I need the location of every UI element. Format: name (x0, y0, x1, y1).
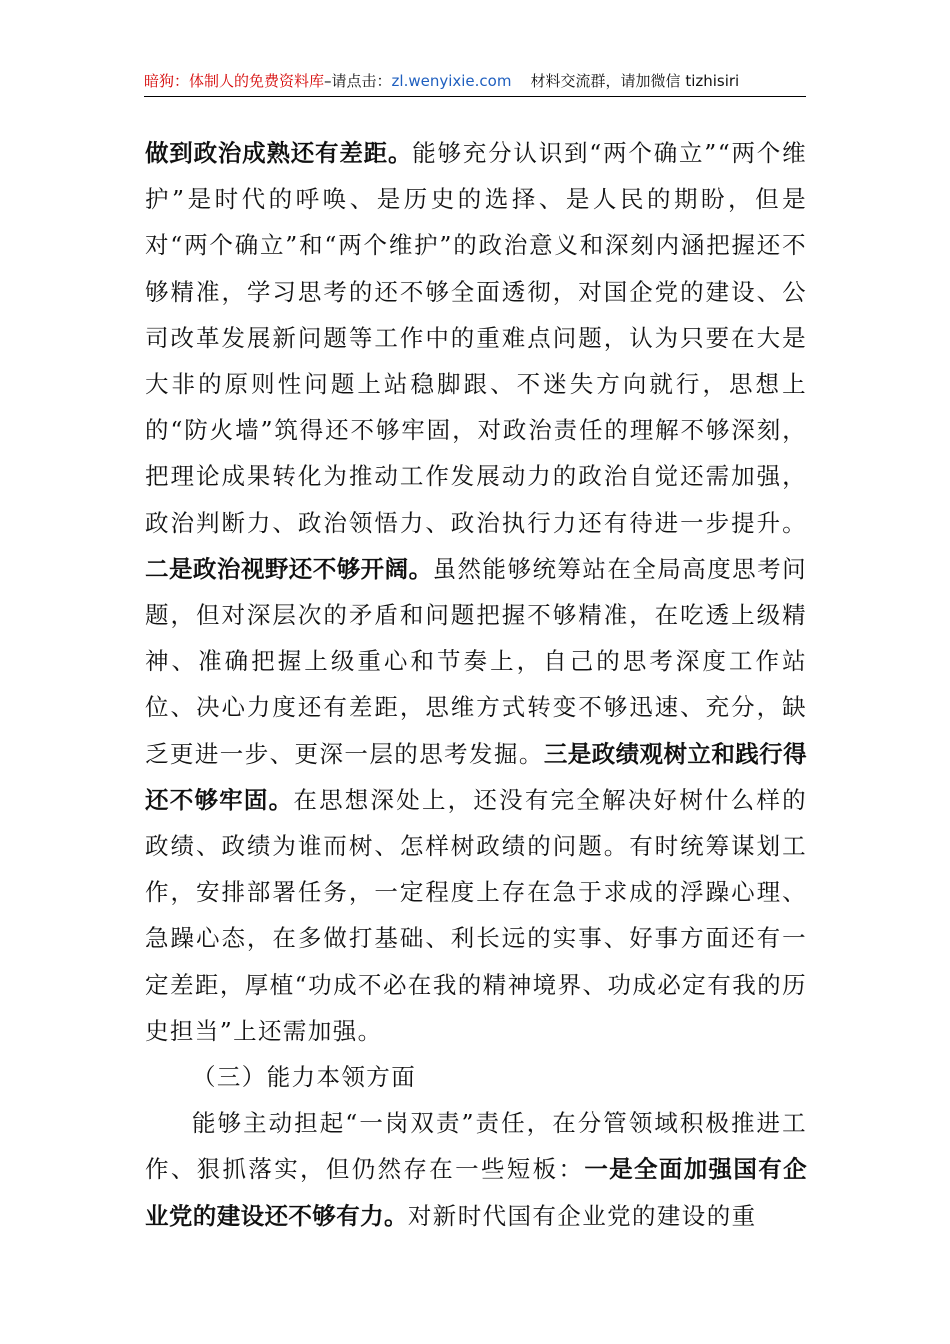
document-body (145, 130, 807, 1239)
header-site-name: 暗狗：体制人的免费资料库 (144, 72, 325, 90)
header-url-link[interactable]: zl.wenyixie.com (391, 72, 512, 90)
bold-heading: 一是全面加强国有企业党的建设还不够有力。 (145, 1155, 807, 1230)
paragraph-political-maturity (145, 130, 807, 1054)
bold-heading: 三是政绩观树立和践行得还不够牢固。 (145, 739, 807, 814)
paragraph-text: 能够主动担起“一岗双责”责任，在分管领域积极推进工作、狠抓落实，但仍然存在一些短板： (145, 1109, 807, 1184)
section-heading-ability: （三）能力本领方面 (192, 1063, 417, 1092)
page-header (144, 68, 806, 97)
header-click-label: –请点击： (324, 72, 392, 90)
paragraph-text: 在思想深处上，还没有完全解决好树什么样的政绩、政绩为谁而树、怎样树政绩的问题。有时统筹谋划工作，安排部署任务，一定程度上存在急于求成的浮躁心理、急躁心态，在多做打基础、利长远的实事、好事方面还有一定差距，厚植“功成不必在我的精神境界、功成必定有我的历史担当”上还需加强。 (145, 785, 807, 1045)
bold-heading: 做到政治成熟还有差距。 (145, 139, 413, 167)
paragraph-text: 虽然能够统筹站在全局高度思考问题，但对深层次的矛盾和问题把握不够精准，在吃透上级精神、准确把握上级重心和节奏上，自己的思考深度工作站位、决心力度还有差距，思维方式转变不够迅速、充分，缺乏更进一步、更深一层的思考发掘。 (145, 554, 808, 768)
bold-heading: 二是政治视野还不够开阔。 (145, 554, 433, 583)
paragraph-text: 能够充分认识到“两个确立”“两个维护”是时代的呼唤、是历史的选择、是人民的期盼，但是对“两个确立”和“两个维护”的政治意义和深刻内涵把握还不够精准，学习思考的还不够全面透彻，对国企党的建设、公司改革发展新问题等工作中的重难点问题，认为只要在大是大非的原则性问题上站稳脚跟、不迷失方向就行，思想上的“防火墙”筑得还不够牢固，对政治责任的理解不够深刻，把理论成果转化为推动工作发展动力的政治自觉还需加强，政治判断力、政治领悟力、政治执行力还有待进一步提升。 (145, 139, 808, 537)
paragraph-ability (145, 1100, 807, 1239)
header-wechat-note: 材料交流群，请加微信 tizhisiri (530, 72, 740, 90)
paragraph-text: 对新时代国有企业党的建设的重 (407, 1201, 757, 1230)
